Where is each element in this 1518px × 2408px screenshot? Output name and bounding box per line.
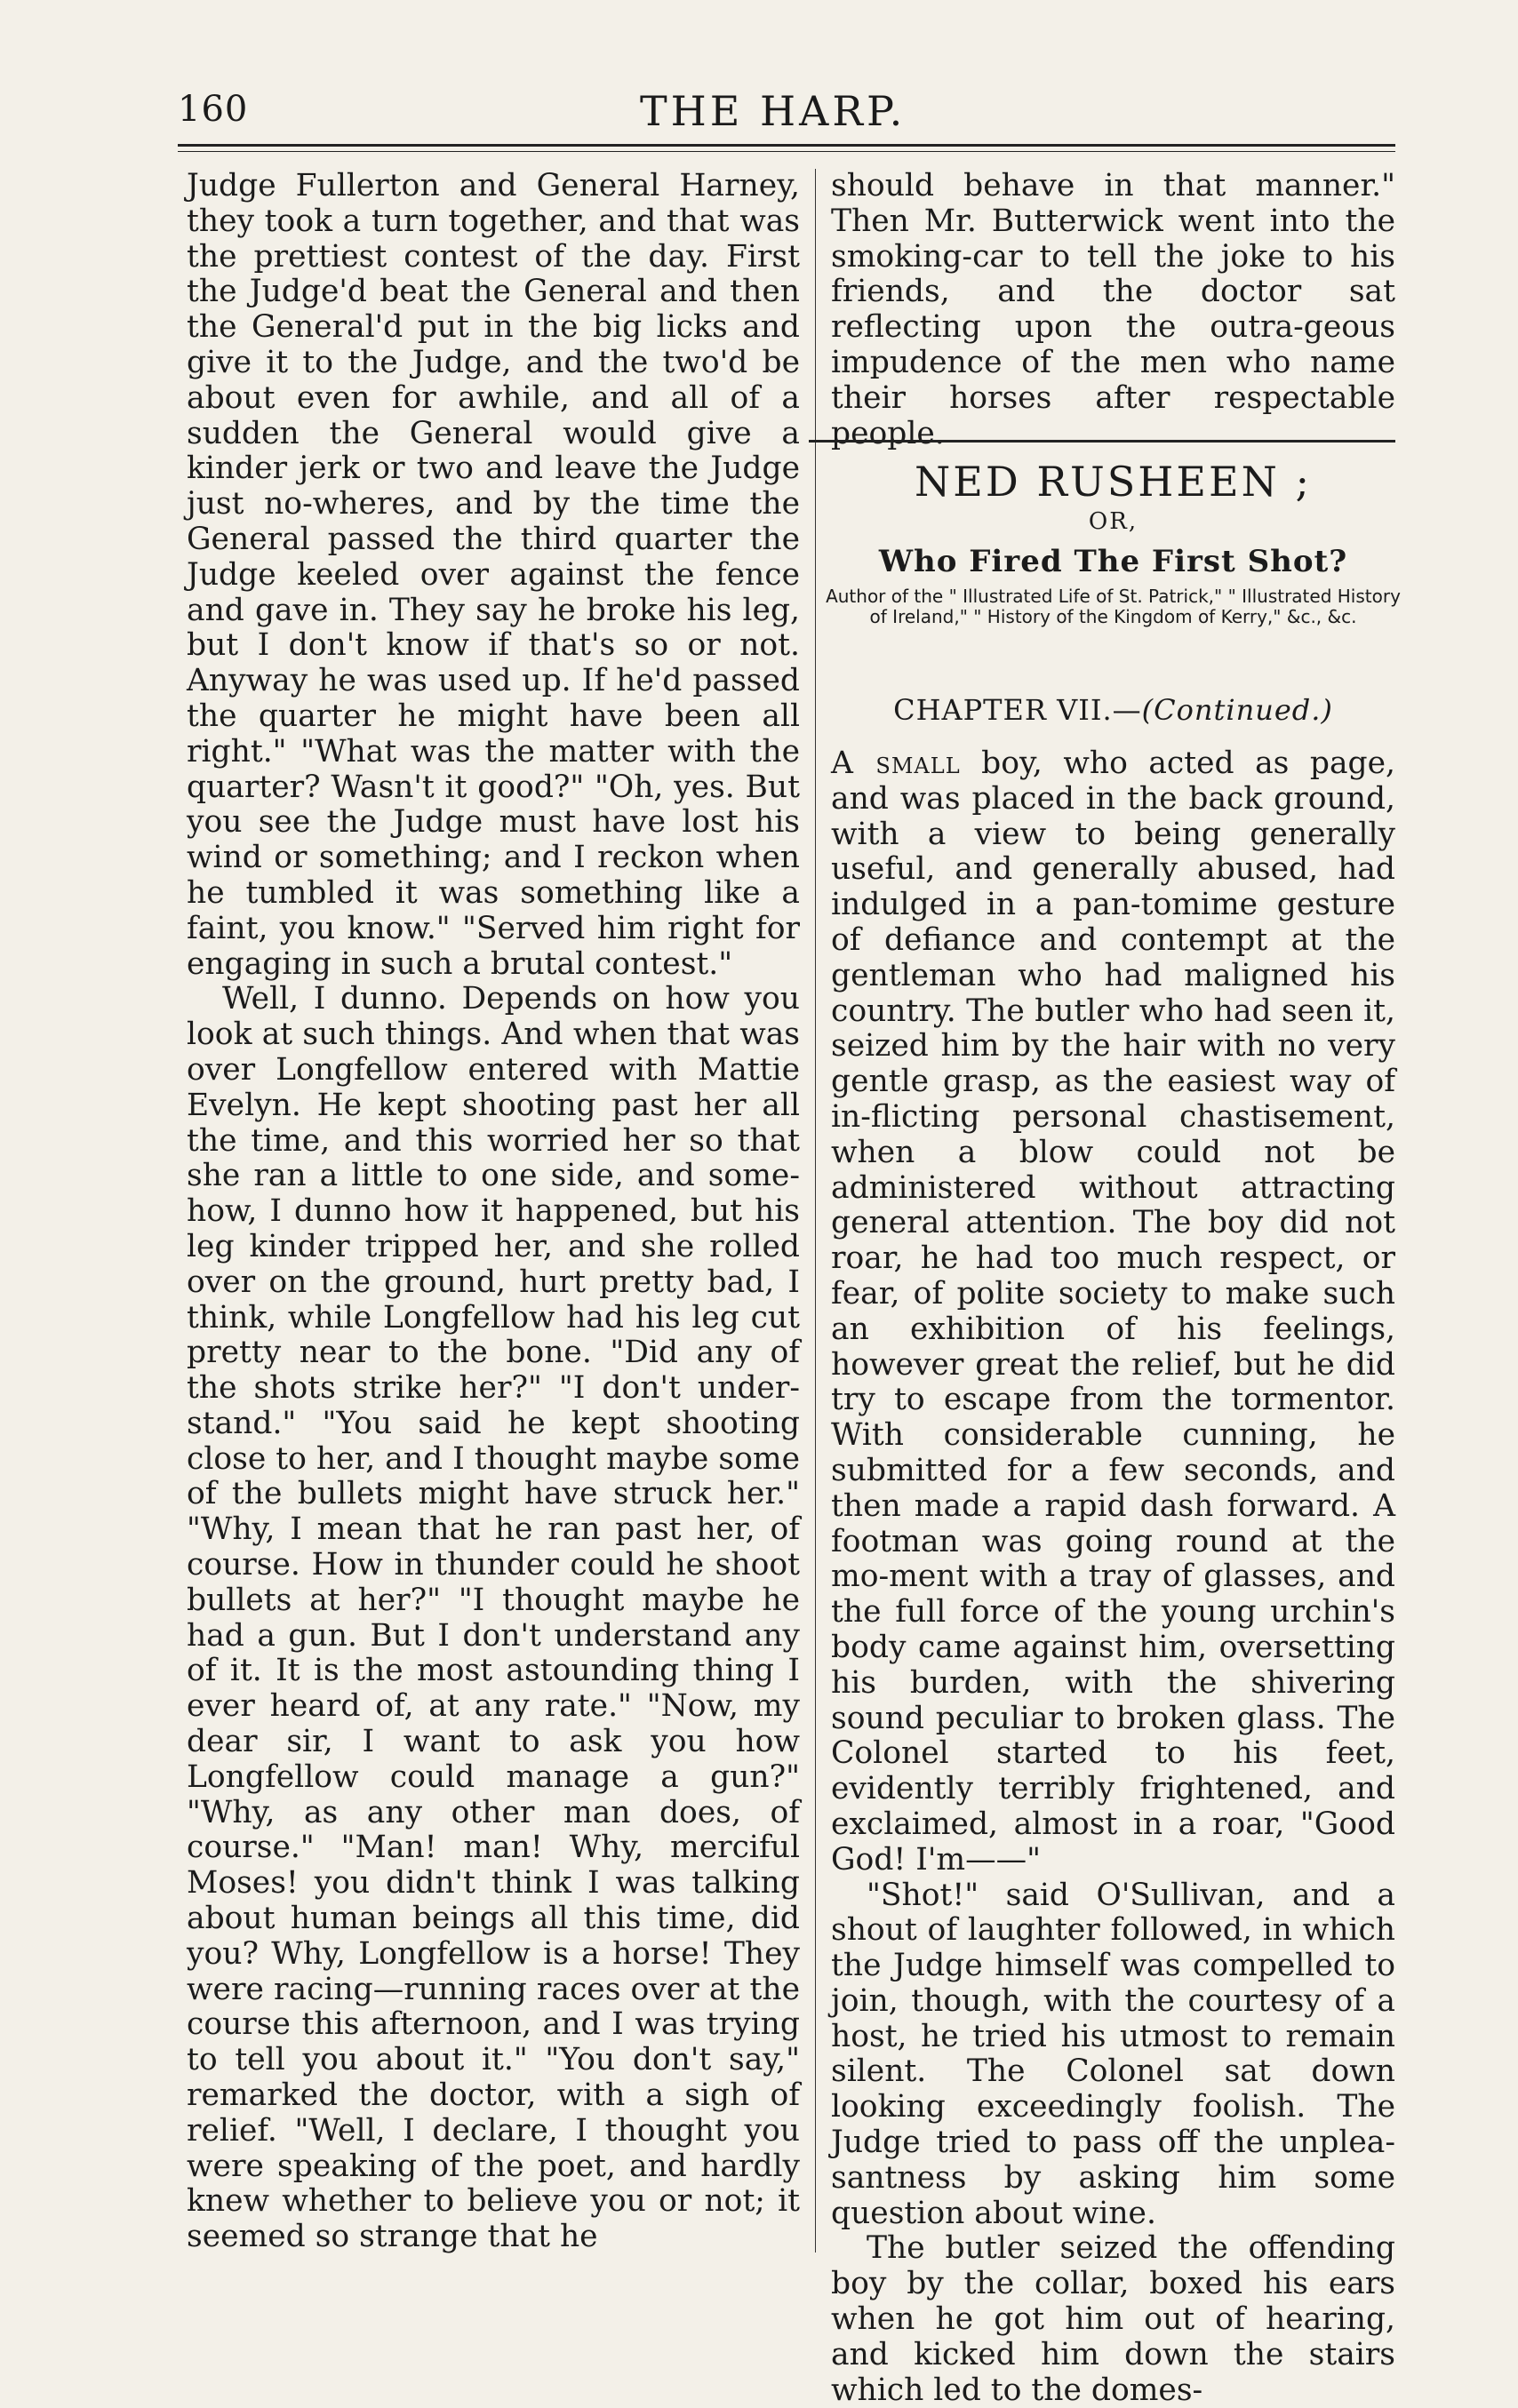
story-subtitle: Who Fired The First Shot? <box>878 544 1348 579</box>
story-or: OR, <box>1088 508 1138 535</box>
header-rule-thick <box>178 144 1395 147</box>
story-author-line: Author of the " Illustrated Life of St. Patrick," " Illustrated History of Ireland," " History of the Kingdom of Kerry," &c., &c. <box>826 586 1401 627</box>
chapter-continued: (Continued.) <box>1141 693 1333 727</box>
right-paragraph-1 <box>831 746 1395 1878</box>
chapter-heading <box>831 693 1395 727</box>
left-paragraph-1: Judge Fullerton and General Harney, they took a turn together, and that was the prettiest contest of the day. First the Judge'd beat the General and then the General'd put in the big licks and give it to the Judge, and the two'd be about even for awhile, and all of a sudden the General would give a kinder jerk or two and leave the Judge just no-wheres, and by the time the General passed the third quarter the Judge keeled over against the fence and gave in. They say he broke his leg, but I don't know if that's so or not. Anyway he was used up. If he'd passed the quarter he might have been all right." "What was the matter with the quarter? Wasn't it good?" "Oh, yes. But you see the Judge must have lost his wind or something; and I reckon when he tumbled it was something like a faint, you know." "Served him right for engaging in such a brutal contest." <box>187 168 800 982</box>
right-paragraph-2: "Shot!" said O'Sullivan, and a shout of laughter followed, in which the Judge himself was compelled to join, though, with the courtesy of a host, he tried his utmost to remain silent. The Colonel sat down looking exceedingly foolish. The Judge tried to pass off the unplea-santness by asking him some question about wine. <box>831 1877 1395 2231</box>
header-rule-thin <box>178 151 1395 152</box>
lead-in-smallcaps: A small <box>831 746 961 781</box>
right-column <box>831 746 1395 2408</box>
right-top-paragraph: should behave in that manner." Then Mr. Butterwick went into the smoking-car to tell the joke to his friends, and the doctor sat reflecting upon the outra-geous impudence of the men who name their horses after respectable people. <box>831 168 1395 451</box>
article-separator-rule <box>809 440 1395 443</box>
left-column <box>187 168 800 2255</box>
page-number: 160 <box>178 89 249 130</box>
right-column-top <box>831 168 1395 451</box>
right-paragraph-3: The butler seized the offending boy by the collar, boxed his ears when he got him out of hearing, and kicked him down the stairs which led to the domes- <box>831 2230 1395 2408</box>
right-paragraph-1-text: boy, who acted as page, and was placed in the back ground, with a view to being generally useful, and generally abused, had indulged in a pan-tomime gesture of defiance and contempt at the gentleman who had maligned his country. The butler who had seen it, seized him by the hair with no very gentle grasp, as the easiest way of in-flicting personal chastisement, when a blow could not be administered without attracting general attention. The boy did not roar, he had too much respect, or fear, of polite society to make such an exhibition of his feelings, however great the relief, but he did try to escape from the tormentor. With considerable cunning, he submitted for a few seconds, and then made a rapid dash forward. A footman was going round at the mo-ment with a tray of glasses, and the full force of the young urchin's body came against him, oversetting his burden, with the shivering sound peculiar to broken glass. The Colonel started to his feet, evidently terribly frightened, and exclaimed, almost in a roar, "Good God! I'm——" <box>831 746 1395 1878</box>
running-title: THE HARP. <box>640 87 907 135</box>
column-divider <box>815 169 816 2253</box>
chapter-number: CHAPTER VII.— <box>893 693 1142 727</box>
story-title: NED RUSHEEN ; <box>915 458 1312 506</box>
left-paragraph-2: Well, I dunno. Depends on how you look at such things. And when that was over Longfellow entered with Mattie Evelyn. He kept shooting past her all the time, and this worried her so that she ran a little to one side, and some-how, I dunno how it happened, but his leg kinder tripped her, and she rolled over on the ground, hurt pretty bad, I think, while Longfellow had his leg cut pretty near to the bone. "Did any of the shots strike her?" "I don't under-stand." "You said he kept shooting close to her, and I thought maybe some of the bullets might have struck her." "Why, I mean that he ran past her, of course. How in thunder could he shoot bullets at her?" "I thought maybe he had a gun. But I don't understand any of it. It is the most astounding thing I ever heard of, at any rate." "Now, my dear sir, I want to ask you how Longfellow could manage a gun?" "Why, as any other man does, of course." "Man! man! Why, merciful Moses! you didn't think I was talking about human beings all this time, did you? Why, Longfellow is a horse! They were racing—running races over at the course this afternoon, and I was trying to tell you about it." "You don't say," remarked the doctor, with a sigh of relief. "Well, I declare, I thought you were speaking of the poet, and hardly knew whether to believe you or not; it seemed so strange that he <box>187 981 800 2255</box>
